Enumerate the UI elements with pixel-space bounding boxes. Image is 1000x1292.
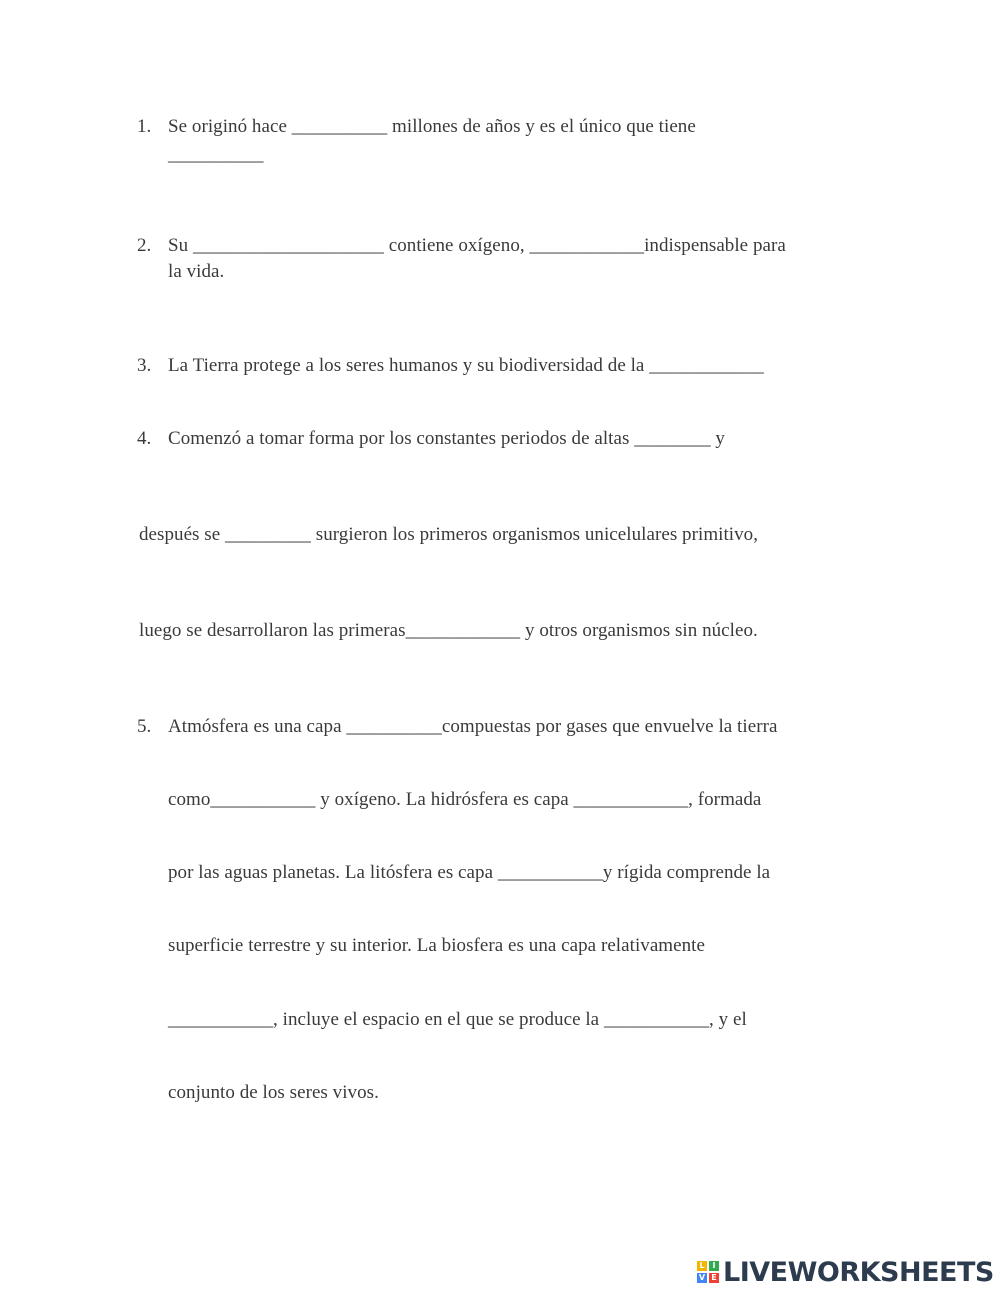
logo-text: LIVEWORKSHEETS	[723, 1256, 994, 1288]
logo-block: I	[709, 1261, 719, 1271]
logo-block: V	[698, 1273, 706, 1282]
logo-block: L	[697, 1261, 707, 1271]
item-text: luego se desarrollaron las primeras____________ y otros organismos sin núcleo.	[139, 620, 758, 641]
item-text: ___________, incluye el espacio en el que se produce la ___________, y el	[168, 1009, 747, 1030]
item-text: después se _________ surgieron los primeros organismos unicelulares primitivo,	[139, 524, 759, 545]
item-number: 4.	[137, 428, 152, 449]
logo-block: E	[709, 1273, 719, 1283]
item-text: __________	[168, 144, 264, 165]
logo-icon	[697, 1261, 719, 1283]
liveworksheets-logo	[697, 1252, 994, 1292]
item-text: conjunto de los seres vivos.	[168, 1082, 379, 1103]
item-text: superficie terrestre y su interior. La biosfera es una capa relativamente	[168, 935, 705, 956]
item-text: Su ____________________ contiene oxígeno, ____________indispensable para	[168, 235, 786, 256]
item-number: 1.	[137, 116, 152, 137]
item-text: Atmósfera es una capa __________compuestas por gases que envuelve la tierra	[168, 716, 778, 737]
item-number: 2.	[137, 235, 152, 256]
item-text: la vida.	[168, 261, 225, 282]
item-number: 5.	[137, 716, 152, 737]
item-text: Se originó hace __________ millones de años y es el único que tiene	[168, 116, 696, 137]
item-number: 3.	[137, 355, 152, 376]
item-text: La Tierra protege a los seres humanos y su biodiversidad de la ____________	[168, 355, 764, 376]
item-text: como___________ y oxígeno. La hidrósfera es capa ____________, formada	[168, 789, 762, 810]
item-text: Comenzó a tomar forma por los constantes periodos de altas ________ y	[168, 428, 725, 449]
item-text: por las aguas planetas. La litósfera es capa ___________y rígida comprende la	[168, 862, 771, 883]
